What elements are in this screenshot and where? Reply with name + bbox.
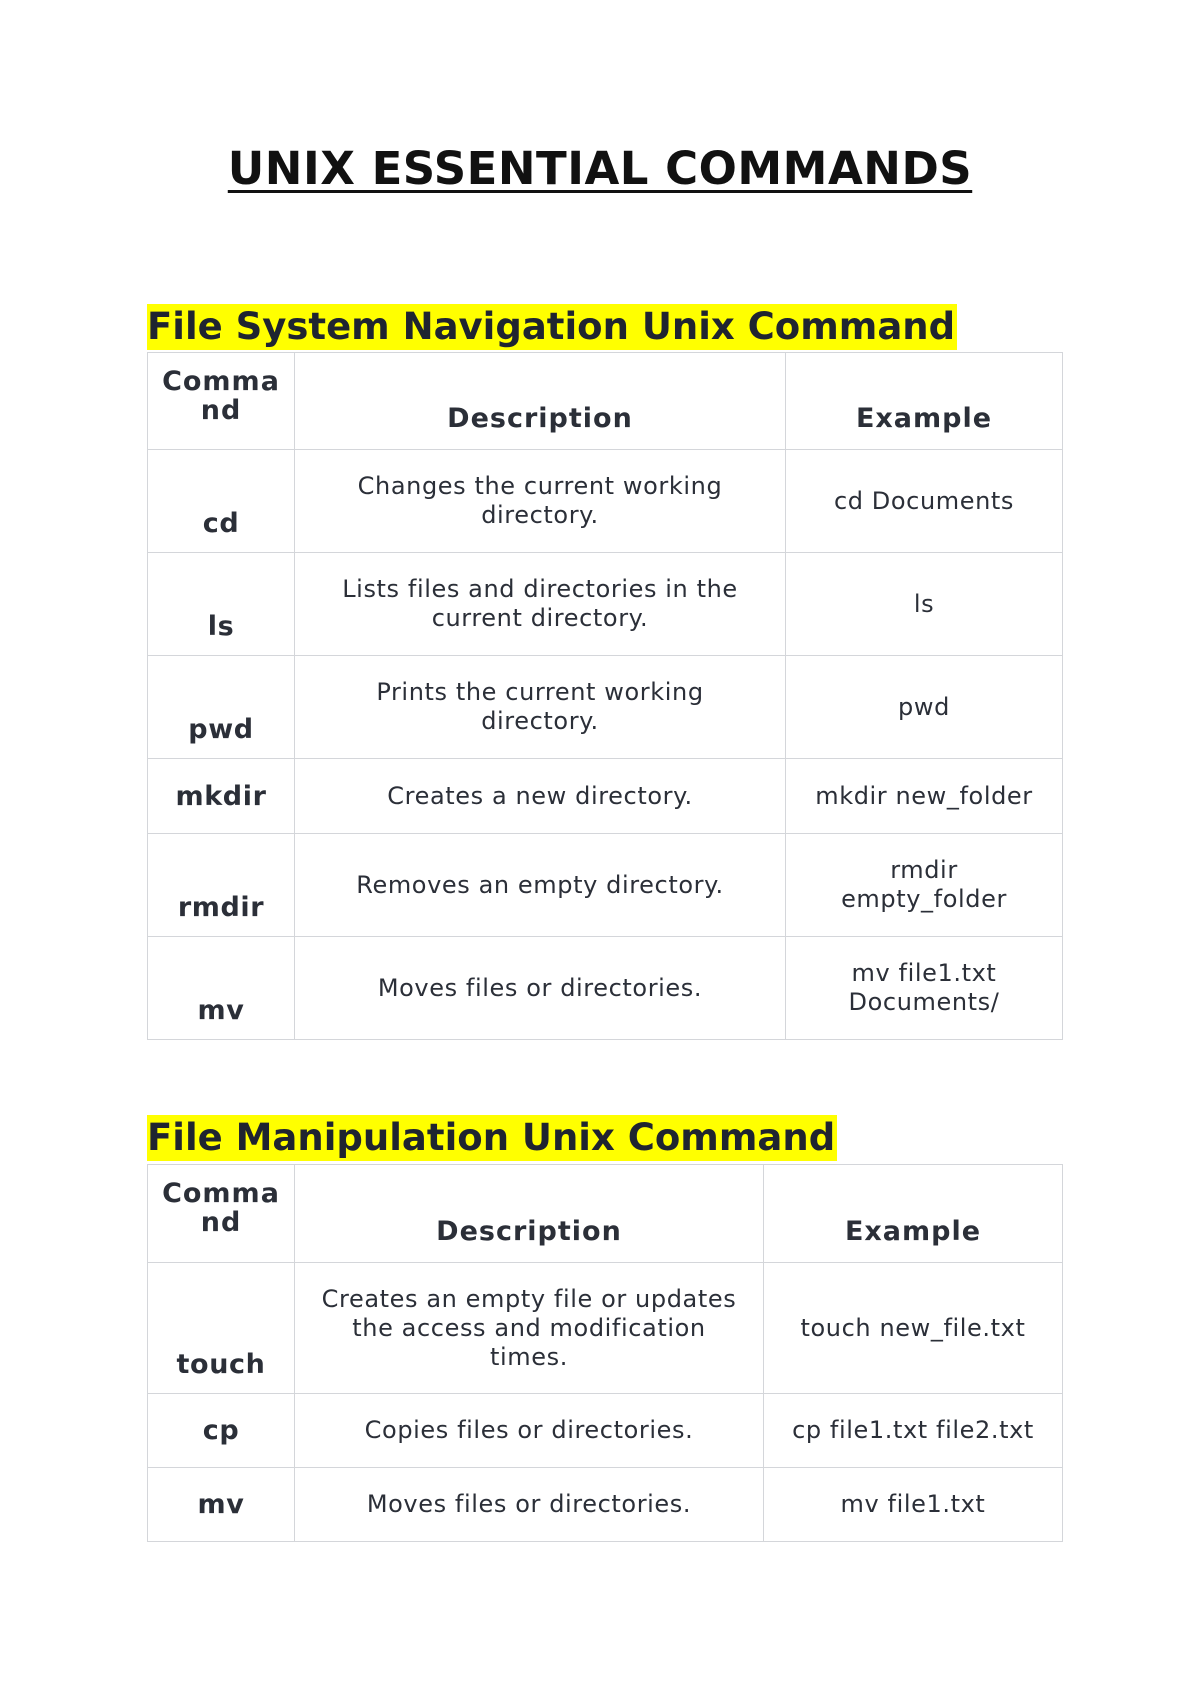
column-header-command: Comma nd [148,353,295,450]
description-cell: Creates an empty file or updates the access and modification times. [295,1263,764,1394]
example-cell: mv file1.txt [764,1468,1063,1542]
manipulation-commands-table [147,1164,1063,1542]
column-header-example: Example [764,1165,1063,1263]
table-header-row [148,353,1063,450]
table-row [148,759,1063,834]
description-cell: Creates a new directory. [295,759,786,834]
table-row [148,553,1063,656]
table-row [148,834,1063,937]
column-header-description: Description [295,1165,764,1263]
example-cell: cd Documents [786,450,1063,553]
document-title: UNIX ESSENTIAL COMMANDS [227,142,973,195]
command-cell: mkdir [148,759,295,834]
table-row [148,1394,1063,1468]
example-cell: cp file1.txt file2.txt [764,1394,1063,1468]
column-header-command: Comma nd [148,1165,295,1263]
command-cell: mv [148,937,295,1040]
table-row [148,1468,1063,1542]
example-cell: mv file1.txt Documents/ [786,937,1063,1040]
command-cell: cd [148,450,295,553]
command-cell: ls [148,553,295,656]
section-heading-navigation: File System Navigation Unix Command [147,305,956,348]
description-cell: Prints the current working directory. [295,656,786,759]
example-cell: touch new_file.txt [764,1263,1063,1394]
description-cell: Changes the current working directory. [295,450,786,553]
command-cell: pwd [148,656,295,759]
description-cell: Moves files or directories. [295,937,786,1040]
description-cell: Lists files and directories in the current directory. [295,553,786,656]
command-cell: rmdir [148,834,295,937]
description-cell: Removes an empty directory. [295,834,786,937]
example-cell: mkdir new_folder [786,759,1063,834]
command-cell: mv [148,1468,295,1542]
table-row [148,1263,1063,1394]
table-row [148,450,1063,553]
description-cell: Moves files or directories. [295,1468,764,1542]
table-row [148,937,1063,1040]
column-header-example: Example [786,353,1063,450]
example-cell: ls [786,553,1063,656]
navigation-commands-table [147,352,1063,1040]
description-cell: Copies files or directories. [295,1394,764,1468]
table-header-row [148,1165,1063,1263]
command-cell: touch [148,1263,295,1394]
table-row [148,656,1063,759]
column-header-description: Description [295,353,786,450]
example-cell: rmdir empty_folder [786,834,1063,937]
command-cell: cp [148,1394,295,1468]
example-cell: pwd [786,656,1063,759]
section-heading-manipulation: File Manipulation Unix Command [147,1116,836,1159]
